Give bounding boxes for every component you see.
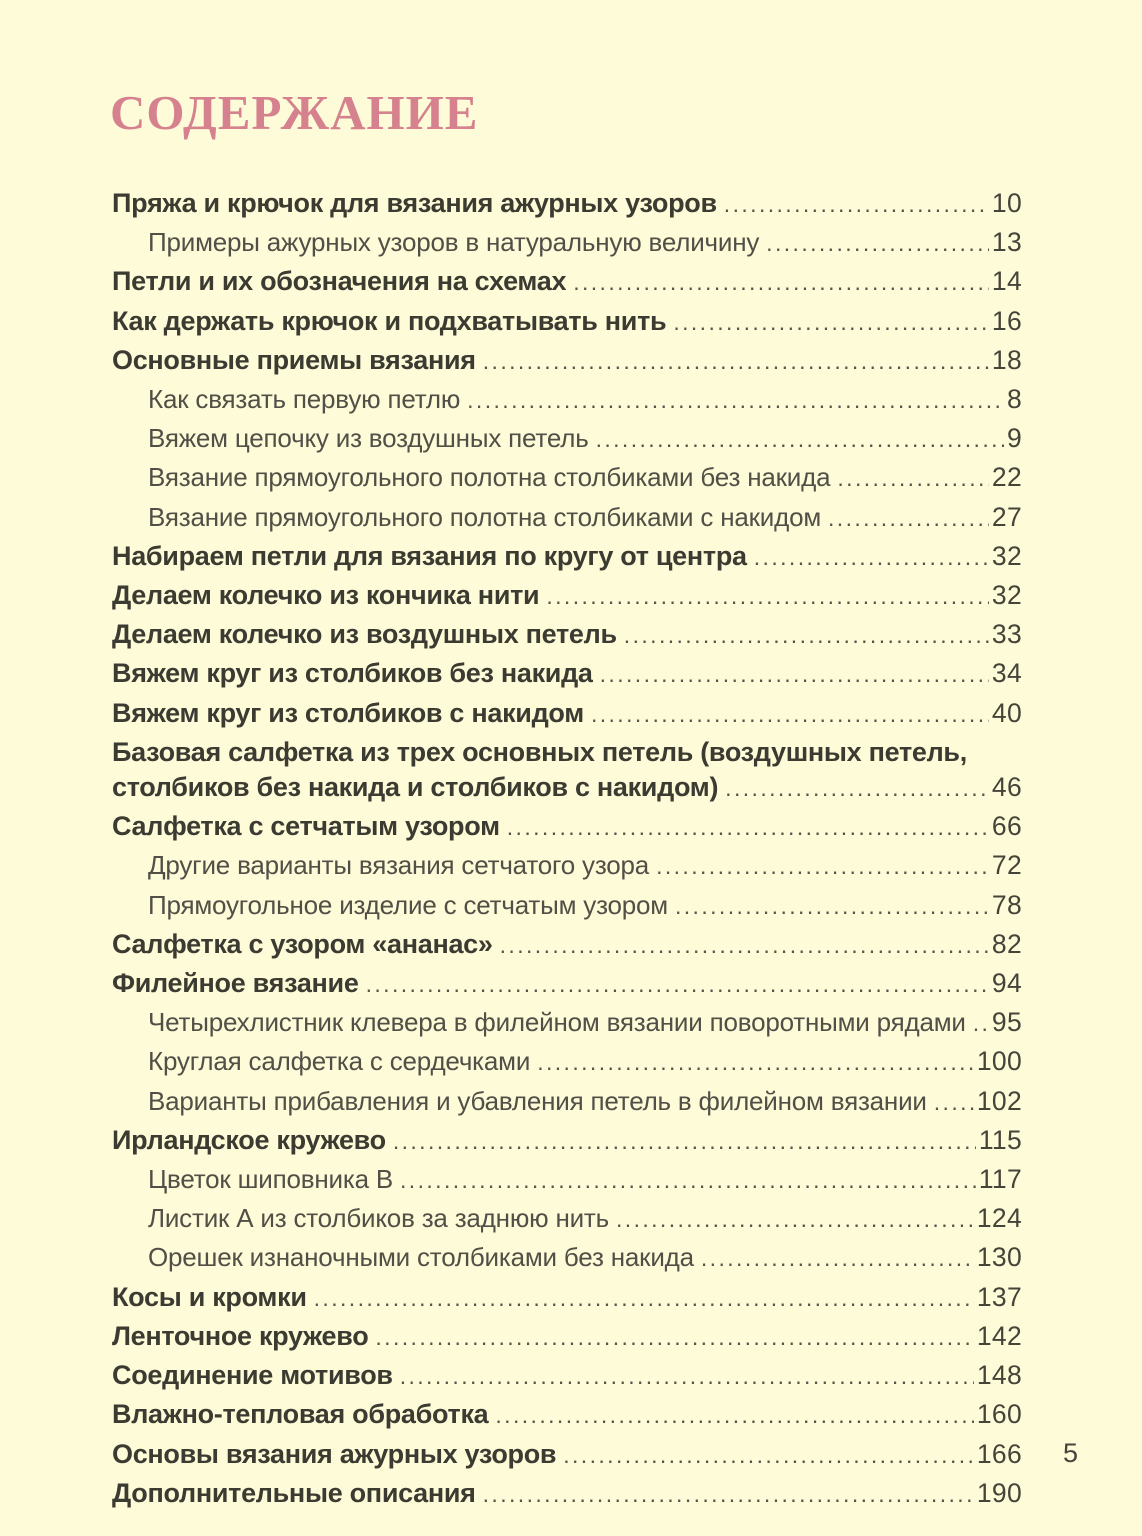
toc-entry-label: Как держать крючок и подхватывать нить (112, 305, 667, 336)
toc-entry (112, 578, 1022, 617)
toc-entry-label: Основы вязания ажурных узоров (112, 1438, 557, 1469)
toc-entry (112, 500, 1022, 539)
toc-entry (112, 382, 1022, 421)
toc-entry-page: 22 (991, 462, 1022, 493)
dot-leader (500, 928, 989, 966)
toc-entry (112, 927, 1022, 966)
dot-leader (467, 383, 1004, 421)
toc-entry-page: 10 (991, 188, 1022, 218)
toc-entry (112, 460, 1022, 499)
toc-entry-page: 66 (991, 811, 1022, 842)
toc-entry (112, 186, 1022, 225)
toc-entry-page: 160 (976, 1399, 1022, 1430)
toc-entry-page: 32 (991, 540, 1022, 571)
dot-leader (591, 697, 989, 735)
toc-entry (112, 421, 1022, 460)
toc-entry-label: Косы и кромки (112, 1281, 307, 1312)
dot-leader (624, 618, 989, 656)
toc-entry-label: Круглая салфетка с сердечками (148, 1046, 531, 1077)
toc-entry-page: 16 (991, 305, 1022, 336)
toc-entry (112, 1084, 1022, 1123)
toc-entry-page: 78 (991, 889, 1022, 920)
toc-entry-page: 34 (991, 658, 1022, 689)
dot-leader (596, 422, 1004, 460)
toc-entry-label: Ленточное кружево (112, 1320, 369, 1351)
toc-entry-label: Вязание прямоугольного полотна столбиками с накидом (148, 501, 822, 532)
dot-leader (546, 579, 989, 617)
dot-leader (673, 305, 989, 343)
dot-leader (973, 1006, 989, 1044)
toc-entry-label: Варианты прибавления и убавления петель в филейном вязании (148, 1085, 927, 1116)
toc-entry-page: 8 (1006, 384, 1022, 415)
toc-entry-page: 117 (978, 1164, 1022, 1195)
toc-entry-label: Вязание прямоугольного полотна столбиками без накида (148, 462, 831, 493)
toc-entry (112, 1162, 1022, 1201)
dot-leader (314, 1281, 974, 1319)
toc-entry (112, 888, 1022, 927)
toc-entry (112, 343, 1022, 382)
dot-leader (400, 1359, 974, 1397)
toc-entry-label: столбиков без накида и столбиков с накидом) (112, 772, 719, 803)
dot-leader (563, 1438, 974, 1476)
toc-entry (112, 304, 1022, 343)
toc-entry-label: Делаем колечко из воздушных петель (112, 619, 617, 650)
dot-leader (701, 1241, 974, 1279)
dot-leader (537, 1045, 974, 1083)
toc-entry-page: 32 (991, 580, 1022, 611)
toc-entry-label: Четырехлистник клевера в филейном вязании поворотными рядами (148, 1007, 966, 1038)
toc-entry (112, 809, 1022, 848)
toc-entry-page: 94 (991, 968, 1022, 999)
toc-entry-label: Основные приемы вязания (112, 344, 476, 375)
toc-entry-page: 130 (976, 1242, 1022, 1273)
toc-entry-page: 27 (991, 501, 1022, 532)
toc-entry-page: 82 (991, 928, 1022, 959)
toc-entry-label: Салфетка с сетчатым узором (112, 811, 500, 842)
dot-leader (393, 1124, 976, 1162)
toc-entry-label: Другие варианты вязания сетчатого узора (148, 850, 650, 881)
toc-entry-page: 9 (1006, 423, 1022, 454)
toc-entry (112, 770, 1022, 809)
toc-entry (112, 1319, 1022, 1358)
toc-entry-label: Базовая салфетка из трех основных петель (воздушных петель, (112, 736, 967, 767)
toc-entry-page: 148 (976, 1360, 1022, 1391)
toc-entry-page: 190 (976, 1477, 1022, 1508)
toc-entry (112, 1044, 1022, 1083)
dot-leader (754, 540, 989, 578)
toc-entry-label: Вяжем круг из столбиков без накида (112, 658, 593, 689)
dot-leader (507, 810, 989, 848)
toc-entry-page: 166 (976, 1438, 1022, 1469)
toc-entry-page: 137 (976, 1281, 1022, 1312)
toc-entry-label: Орешек изнаночными столбиками без накида (148, 1242, 694, 1273)
dot-leader (724, 187, 989, 225)
dot-leader (934, 1085, 974, 1123)
dot-leader (675, 889, 989, 927)
toc-entry (112, 1358, 1022, 1397)
toc-list (112, 186, 1022, 1515)
toc-entry-label: Салфетка с узором «ананас» (112, 928, 493, 959)
dot-leader (600, 657, 989, 695)
toc-entry-label: Цветок шиповника В (148, 1164, 394, 1195)
dot-leader (837, 461, 989, 499)
toc-entry-label: Примеры ажурных узоров в натуральную величину (148, 227, 760, 258)
page-number: 5 (1062, 1438, 1078, 1468)
toc-entry (112, 848, 1022, 887)
toc-entry (112, 1123, 1022, 1162)
toc-entry-page: 13 (991, 227, 1022, 258)
toc-entry (112, 539, 1022, 578)
toc-entry-label: Вяжем круг из столбиков с накидом (112, 697, 584, 728)
toc-entry-label: Соединение мотивов (112, 1360, 393, 1391)
toc-entry-page: 40 (991, 697, 1022, 728)
toc-entry-label: Набираем петли для вязания по кругу от центра (112, 540, 747, 571)
toc-entry-page: 14 (991, 266, 1022, 297)
toc-entry (112, 617, 1022, 656)
dot-leader (483, 344, 989, 382)
toc-entry (112, 735, 1022, 770)
toc-entry (112, 656, 1022, 695)
toc-entry (112, 696, 1022, 735)
toc-entry-label: Листик А из столбиков за заднюю нить (148, 1203, 609, 1234)
toc-entry-label: Пряжа и крючок для вязания ажурных узоров (112, 188, 717, 218)
toc-entry-label: Филейное вязание (112, 968, 359, 999)
dot-leader (656, 849, 989, 887)
toc-entry-page: 33 (991, 619, 1022, 650)
toc-entry (112, 1437, 1022, 1476)
toc-entry (112, 966, 1022, 1005)
toc-entry-page: 124 (976, 1203, 1022, 1234)
toc-entry-page: 72 (991, 850, 1022, 881)
dot-leader (366, 967, 989, 1005)
dot-leader (400, 1163, 976, 1201)
page-title: СОДЕРЖАНИЕ (110, 85, 479, 140)
toc-entry (112, 264, 1022, 303)
toc-entry-label: Прямоугольное изделие с сетчатым узором (148, 889, 668, 920)
dot-leader (766, 226, 989, 264)
dot-leader (495, 1398, 973, 1436)
toc-entry-label: Вяжем цепочку из воздушных петель (148, 423, 589, 454)
toc-entry-label: Как связать первую петлю (148, 384, 461, 415)
toc-entry-page: 100 (976, 1046, 1022, 1077)
toc-entry-page: 95 (991, 1007, 1022, 1038)
toc-entry-page: 18 (991, 344, 1022, 375)
toc-entry-label: Влажно-тепловая обработка (112, 1399, 489, 1430)
toc-entry-page: 115 (978, 1124, 1022, 1155)
toc-entry-label: Дополнительные описания (112, 1477, 476, 1508)
toc-entry (112, 225, 1022, 264)
toc-entry (112, 1240, 1022, 1279)
toc-entry-label: Делаем колечко из кончика нити (112, 580, 540, 611)
toc-entry (112, 1397, 1022, 1436)
toc-entry-label: Петли и их обозначения на схемах (112, 266, 567, 297)
toc-entry-label: Ирландское кружево (112, 1124, 386, 1155)
toc-entry (112, 1280, 1022, 1319)
toc-entry-page: 102 (976, 1085, 1022, 1116)
toc-entry (112, 1005, 1022, 1044)
toc-entry (112, 1201, 1022, 1240)
dot-leader (483, 1477, 974, 1515)
toc-entry (112, 1476, 1022, 1515)
toc-entry-page: 142 (976, 1320, 1022, 1351)
toc-entry-page: 46 (991, 772, 1022, 803)
dot-leader (725, 771, 989, 809)
dot-leader (828, 501, 989, 539)
dot-leader (573, 265, 989, 303)
dot-leader (616, 1202, 974, 1240)
dot-leader (375, 1320, 973, 1358)
